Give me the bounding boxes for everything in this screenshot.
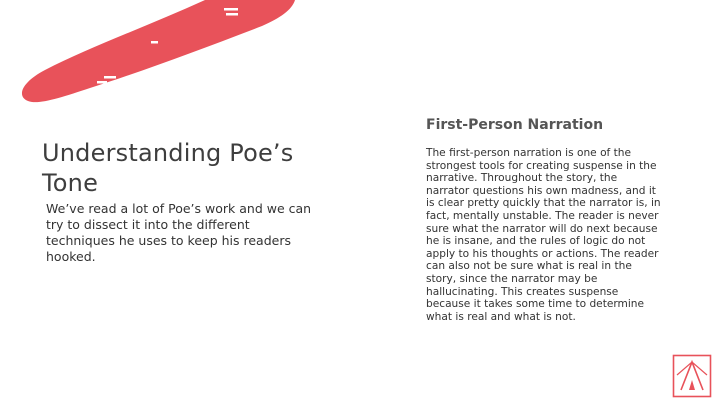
intro-text: We’ve read a lot of Poe’s work and we can try to dissect it into the different techniques he uses to keep his readers hooked. bbox=[46, 201, 312, 264]
slide-title: Understanding Poe’s Tone bbox=[42, 139, 294, 197]
tent-logo-icon bbox=[672, 354, 712, 398]
section-heading: First-Person Narration bbox=[426, 117, 604, 133]
brush-stroke-icon bbox=[0, 0, 300, 125]
body-text: The first-person narration is one of the strongest tools for creating suspense in the narrative. Throughout the story, the narrator questions his own madness, and it is clear pretty quickly that the narrator is, in fact, mentally unstable. The reader is never sure what the narrator will do next because he is insane, and the rules of logic do not apply to his thoughts or actions. The reader can also not be sure what is real in the story, since the narrator may be hallucinating. This creates suspense because it takes some time to determine what is real and what is not. bbox=[426, 147, 661, 323]
